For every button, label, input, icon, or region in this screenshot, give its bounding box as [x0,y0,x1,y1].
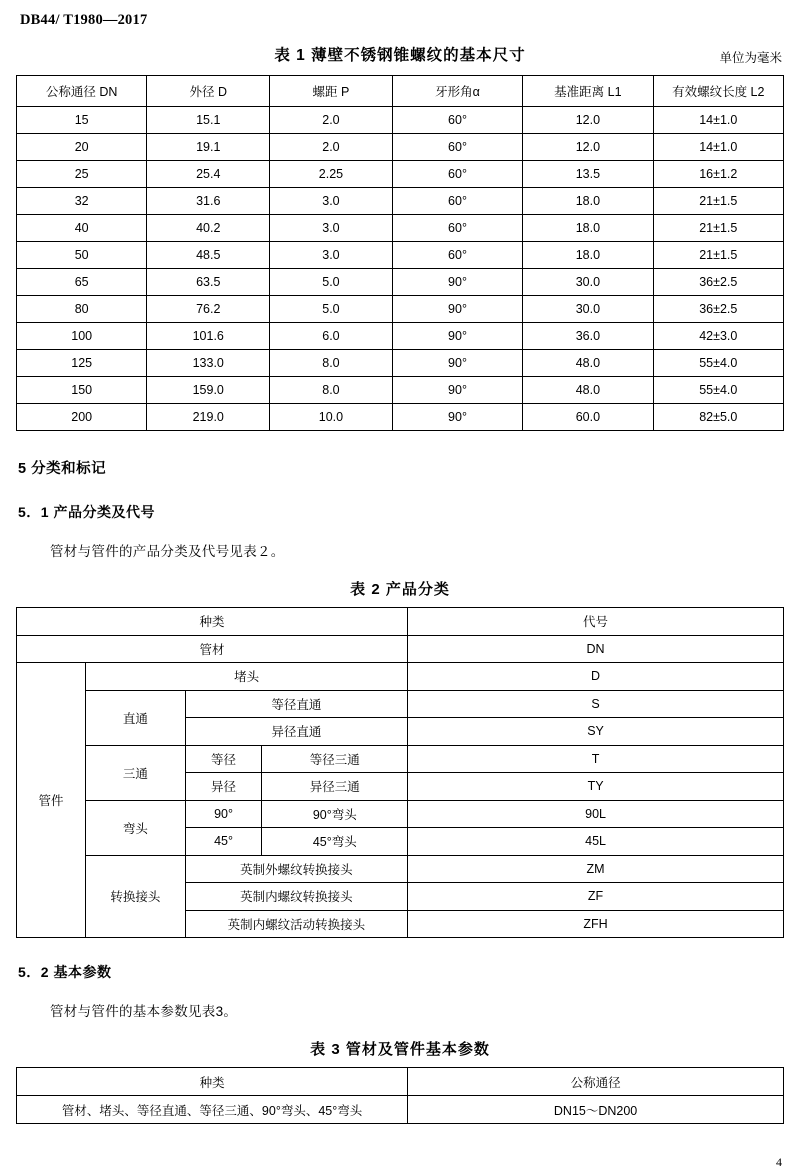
cell-angle: 60° [392,242,522,269]
cell-dn: 15 [17,107,147,134]
cell-angle: 90° [392,377,522,404]
cell-code-zfh: ZFH [408,910,784,938]
cell-elbow: 弯头 [86,800,186,855]
cell-elbow-45: 45°弯头 [262,828,408,856]
cell-l1: 30.0 [523,269,653,296]
table-basic-dimensions [16,75,784,431]
cell-elbow-90: 90°弯头 [262,800,408,828]
cell-d: 15.1 [147,107,270,134]
cell-adapter-female: 英制内螺纹转换接头 [185,883,407,911]
cell-p: 2.0 [270,107,393,134]
cell-dn: 25 [17,161,147,188]
cell-l2: 55±4.0 [653,350,783,377]
table-row [17,161,784,188]
table-basic-parameters [16,1067,784,1124]
cell-l1: 30.0 [523,296,653,323]
cell-l1: 60.0 [523,404,653,431]
cell-l1: 12.0 [523,134,653,161]
table-row [17,663,784,691]
cell-equal: 等径 [185,745,262,773]
cell-l2: 55±4.0 [653,377,783,404]
section-5-1-paragraph: 管材与管件的产品分类及代号见表２。 [50,544,285,559]
cell-l2: 36±2.5 [653,269,783,296]
table-row [17,855,784,883]
table-row [17,107,784,134]
cell-d: 40.2 [147,215,270,242]
table-row [17,269,784,296]
cell-dn: 32 [17,188,147,215]
table-row [17,215,784,242]
cell-tee-reducing: 异径三通 [262,773,408,801]
cell-code-90l: 90L [408,800,784,828]
cell-tee: 三通 [86,745,186,800]
cell-l2: 14±1.0 [653,107,783,134]
cell-tee-equal: 等径三通 [262,745,408,773]
cell-l1: 48.0 [523,350,653,377]
cell-l2: 14±1.0 [653,134,783,161]
cell-p: 6.0 [270,323,393,350]
cell-reducing: 异径 [185,773,262,801]
section-heading-5: 5 分类和标记 [18,461,107,477]
cell-l1: 36.0 [523,323,653,350]
cell-code-dn: DN [408,635,784,663]
section-5-2-paragraph: 管材与管件的基本参数见表3。 [50,1004,238,1019]
table-row [17,377,784,404]
cell-code-ty: TY [408,773,784,801]
cell-adapter: 转换接头 [86,855,186,938]
page-number: 4 [776,1155,782,1169]
table-row [17,404,784,431]
table-row [17,350,784,377]
cell-d: 19.1 [147,134,270,161]
cell-angle: 90° [392,404,522,431]
cell-l2: 82±5.0 [653,404,783,431]
cell-p: 5.0 [270,296,393,323]
col-header-thread-angle: 牙形角α [392,76,522,107]
cell-adapter-union: 英制内螺纹活动转换接头 [185,910,407,938]
cell-angle: 60° [392,107,522,134]
col-header-pitch: 螺距 P [270,76,393,107]
cell-code-zm: ZM [408,855,784,883]
cell-d: 159.0 [147,377,270,404]
cell-straight: 直通 [86,690,186,745]
cell-code-zf: ZF [408,883,784,911]
cell-p: 10.0 [270,404,393,431]
cell-angle: 60° [392,161,522,188]
table-row [17,296,784,323]
col-header-gauge-distance: 基准距离 L1 [523,76,653,107]
cell-l1: 18.0 [523,242,653,269]
cell-angle: 90° [392,350,522,377]
col-header-type: 种类 [17,1068,408,1096]
cell-dn: 150 [17,377,147,404]
col-header-code: 代号 [408,608,784,636]
cell-l2: 42±3.0 [653,323,783,350]
cell-d: 133.0 [147,350,270,377]
cell-code-t: T [408,745,784,773]
cell-straight-equal: 等径直通 [185,690,407,718]
cell-deg90: 90° [185,800,262,828]
table-row [17,1096,784,1124]
cell-straight-reducing: 异径直通 [185,718,407,746]
cell-type-list: 管材、堵头、等径直通、等径三通、90°弯头、45°弯头 [17,1096,408,1124]
table1-unit-note: 单位为毫米 [719,51,782,65]
cell-angle: 90° [392,269,522,296]
cell-angle: 90° [392,296,522,323]
cell-l1: 12.0 [523,107,653,134]
cell-d: 219.0 [147,404,270,431]
cell-dn: 65 [17,269,147,296]
cell-l2: 21±1.5 [653,215,783,242]
table-row [17,323,784,350]
table-product-classification [16,607,784,938]
cell-p: 8.0 [270,350,393,377]
cell-dn: 20 [17,134,147,161]
cell-deg45: 45° [185,828,262,856]
table1-title: 表 1 薄壁不锈钢锥螺纹的基本尺寸 [274,47,526,64]
cell-angle: 60° [392,188,522,215]
table-header-row [17,76,784,107]
cell-d: 101.6 [147,323,270,350]
table-row [17,134,784,161]
table-row [17,800,784,828]
cell-d: 31.6 [147,188,270,215]
cell-p: 3.0 [270,215,393,242]
cell-dn: 100 [17,323,147,350]
cell-d: 63.5 [147,269,270,296]
cell-angle: 60° [392,134,522,161]
section-heading-5-1: 5．1 产品分类及代号 [18,504,155,520]
cell-l1: 18.0 [523,188,653,215]
cell-angle: 90° [392,323,522,350]
table-row [17,242,784,269]
cell-dn: 40 [17,215,147,242]
cell-dn: 125 [17,350,147,377]
table1-title-row [16,43,784,69]
cell-p: 8.0 [270,377,393,404]
cell-l1: 18.0 [523,215,653,242]
table-row [17,188,784,215]
table-header-row [17,1068,784,1096]
table-row [17,690,784,718]
cell-code-d: D [408,663,784,691]
col-header-nominal-diameter: 公称通径 [408,1068,784,1096]
cell-p: 3.0 [270,242,393,269]
col-header-dn: 公称通径 DN [17,76,147,107]
cell-code-sy: SY [408,718,784,746]
cell-dn: 200 [17,404,147,431]
cell-dn: 80 [17,296,147,323]
table2-title: 表 2 产品分类 [350,581,450,598]
col-header-effective-length: 有效螺纹长度 L2 [653,76,783,107]
cell-l1: 48.0 [523,377,653,404]
cell-l2: 21±1.5 [653,242,783,269]
cell-dn: 50 [17,242,147,269]
cell-fitting: 管件 [17,663,86,938]
cell-d: 48.5 [147,242,270,269]
cell-adapter-male: 英制外螺纹转换接头 [185,855,407,883]
cell-plug: 堵头 [86,663,408,691]
cell-code-s: S [408,690,784,718]
cell-nominal-diameter-range: DN15～DN200 [408,1096,784,1124]
cell-l1: 13.5 [523,161,653,188]
table-row [17,635,784,663]
cell-angle: 60° [392,215,522,242]
cell-pipe: 管材 [17,635,408,663]
table-header-row [17,608,784,636]
cell-p: 5.0 [270,269,393,296]
page-header-standard-code: DB44/ T1980—2017 [20,12,148,28]
cell-p: 2.0 [270,134,393,161]
cell-l2: 16±1.2 [653,161,783,188]
cell-d: 25.4 [147,161,270,188]
col-header-type: 种类 [17,608,408,636]
section-heading-5-2: 5．2 基本参数 [18,964,112,980]
cell-p: 3.0 [270,188,393,215]
cell-code-45l: 45L [408,828,784,856]
table3-title: 表 3 管材及管件基本参数 [310,1041,490,1058]
cell-l2: 36±2.5 [653,296,783,323]
col-header-outer-diameter: 外径 D [147,76,270,107]
table-row [17,745,784,773]
cell-d: 76.2 [147,296,270,323]
cell-l2: 21±1.5 [653,188,783,215]
cell-p: 2.25 [270,161,393,188]
